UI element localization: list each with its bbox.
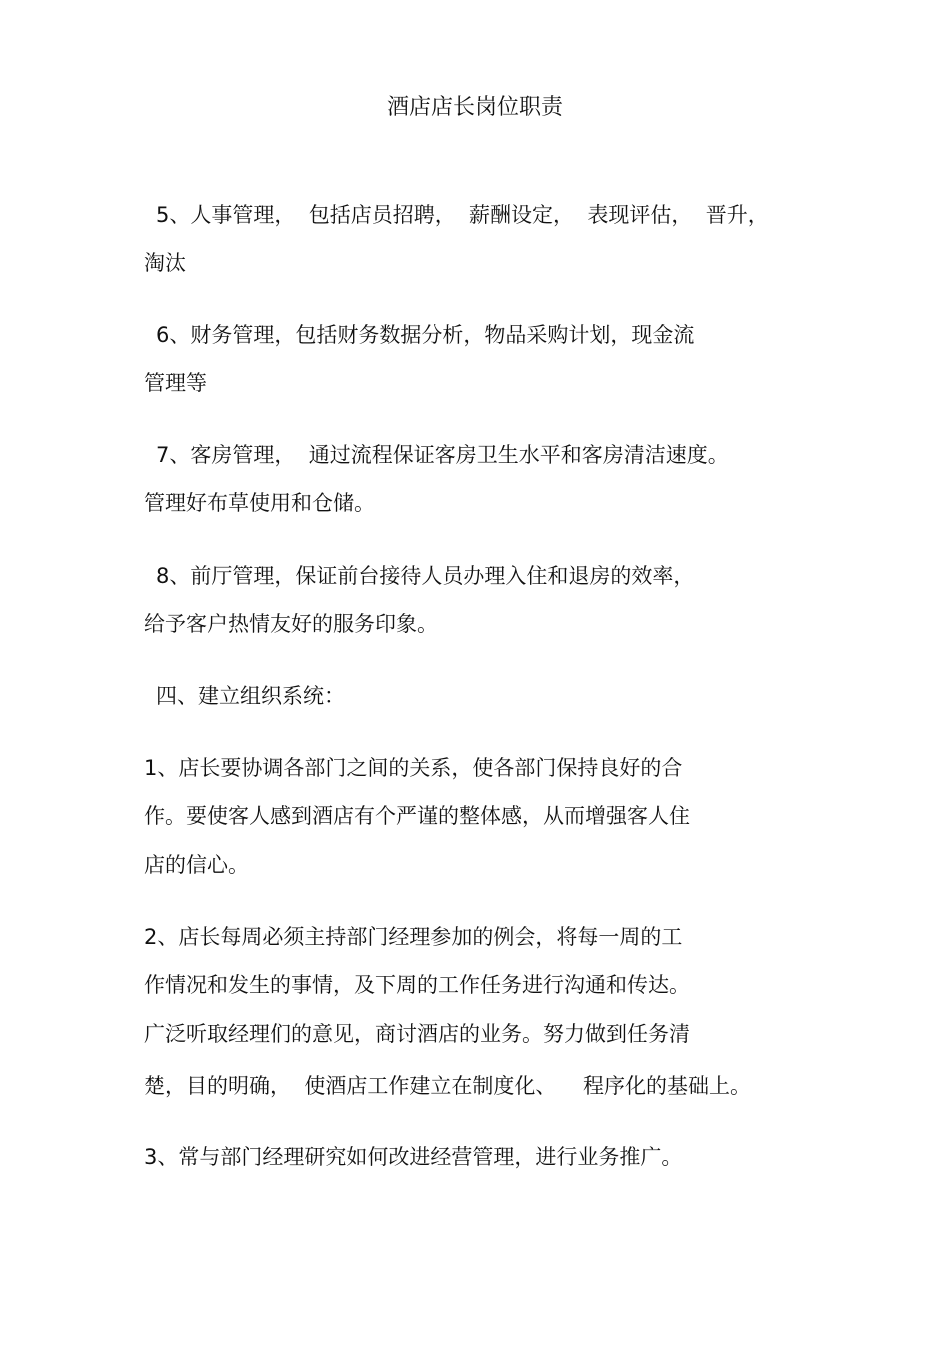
paragraph-line: 给予客户热情友好的服务印象。 [144,612,438,636]
paragraph-line: 广泛听取经理们的意见，商讨酒店的业务。努力做到任务清 [144,1022,690,1046]
section-heading: 四、建立组织系统： [156,684,345,708]
paragraph-line: 淘汰 [144,251,186,275]
paragraph-line: 5、人事管理， 包括店员招聘， 薪酬设定， 表现评估， 晋升， [156,203,769,227]
paragraph-line: 管理等 [144,371,207,395]
paragraph-line: 2、店长每周必须主持部门经理参加的例会，将每一周的工 [144,925,683,949]
paragraph-line: 楚，目的明确， 使酒店工作建立在制度化、 程序化的基础上。 [144,1074,752,1098]
paragraph-line: 1、店长要协调各部门之间的关系，使各部门保持良好的合 [144,756,683,780]
paragraph-line: 7、客房管理， 通过流程保证客房卫生水平和客房清洁速度。 [156,443,729,467]
paragraph-line: 3、常与部门经理研究如何改进经营管理，进行业务推广。 [144,1145,683,1169]
paragraph-line: 作情况和发生的事情，及下周的工作任务进行沟通和传达。 [144,973,690,997]
document-title: 酒店店长岗位职责 [386,95,563,120]
paragraph-line: 店的信心。 [144,853,249,877]
paragraph-line: 8、前厅管理，保证前台接待人员办理入住和退房的效率， [156,564,695,588]
paragraph-line: 管理好布草使用和仓储。 [144,491,375,515]
paragraph-line: 6、财务管理，包括财务数据分析，物品采购计划，现金流 [156,323,695,347]
paragraph-line: 作。要使客人感到酒店有个严谨的整体感，从而增强客人住 [144,804,690,828]
